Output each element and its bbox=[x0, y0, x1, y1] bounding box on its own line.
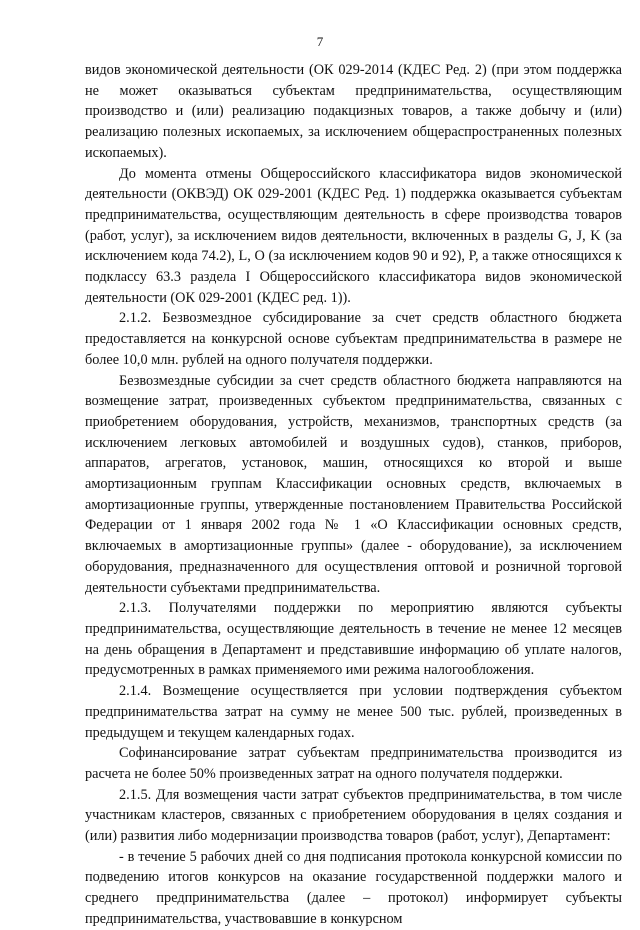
paragraph: Софинансирование затрат субъектам предпринимательства производится из расчета не более 50% произведенных затрат на одного получателя поддержки. bbox=[85, 745, 622, 782]
paragraph: До момента отмены Общероссийского классификатора видов экономической деятельности (ОКВЭД) ОК 029-2001 (КДЕС Ред. 1) поддержка оказывается субъектам предпринимательства, осуществляющим деятельность в сфере производства товаров (работ, услуг), за исключением видов деятельности, включенных в разделы G, J, K (за исключением кода 74.2), L, O (за исключением кодов 90 и 92), P, а также относящихся к подклассу 63.3 раздела I Общероссийского классификатора видов экономической деятельности (ОК 029-2001 (КДЕС ред. 1)). bbox=[85, 165, 622, 306]
document-body bbox=[85, 60, 622, 930]
paragraph: видов экономической деятельности (ОК 029-2014 (КДЕС Ред. 2) (при этом поддержка не может оказываться субъектам предпринимательства, осуществляющим производство и (или) реализацию подакцизных товаров, а также добычу и (или) реализацию полезных ископаемых, за исключением общераспространенных полезных ископаемых). bbox=[85, 62, 622, 161]
paragraph: Безвозмездные субсидии за счет средств областного бюджета направляются на возмещение затрат, произведенных субъектом предпринимательства, связанных с приобретением оборудования, устройств, механизмов, транспортных средств (за исключением легковых автомобилей и воздушных судов), станков, приборов, аппаратов, агрегатов, установок, машин, относящихся ко второй и выше амортизационным группам Классификации основных средств, включаемых в амортизационные группы, утвержденные постановлением Правительства Российской Федерации от 1 января 2002 года № 1 «О Классификации основных средств, включаемых в амортизационные группы» (далее - оборудование), за исключением оборудования, предназначенного для осуществления оптовой и розничной торговой деятельности субъектами предпринимательства. bbox=[85, 372, 622, 596]
paragraph: 2.1.5. Для возмещения части затрат субъектов предпринимательства, в том числе участникам кластеров, связанных с приобретением оборудования в целях создания и (или) развития либо модернизации производства товаров (работ, услуг), Департамент: bbox=[85, 786, 622, 845]
paragraph: - в течение 5 рабочих дней со дня подписания протокола конкурсной комиссии по подведению итогов конкурсов на оказание государственной поддержки малого и среднего предпринимательства (далее – протокол) информирует субъекты предпринимательства, участвовавшие в конкурсном bbox=[85, 848, 622, 927]
page-number: 7 bbox=[316, 34, 324, 49]
paragraph: 2.1.3. Получателями поддержки по мероприятию являются субъекты предпринимательства, осуществляющие деятельность в течение не менее 12 месяцев на день обращения в Департамент и представившие информацию об уплате налогов, предусмотренных в рамках применяемого ими режима налогообложения. bbox=[85, 600, 622, 679]
paragraph: 2.1.4. Возмещение осуществляется при условии подтверждения субъектом предпринимательства затрат на сумму не менее 500 тыс. рублей, произведенных в предыдущем и текущем календарных годах. bbox=[85, 683, 622, 741]
paragraph: 2.1.2. Безвозмездное субсидирование за счет средств областного бюджета предоставляется на конкурсной основе субъектам предпринимательства в размере не более 10,0 млн. рублей на одного получателя поддержки. bbox=[85, 310, 622, 368]
